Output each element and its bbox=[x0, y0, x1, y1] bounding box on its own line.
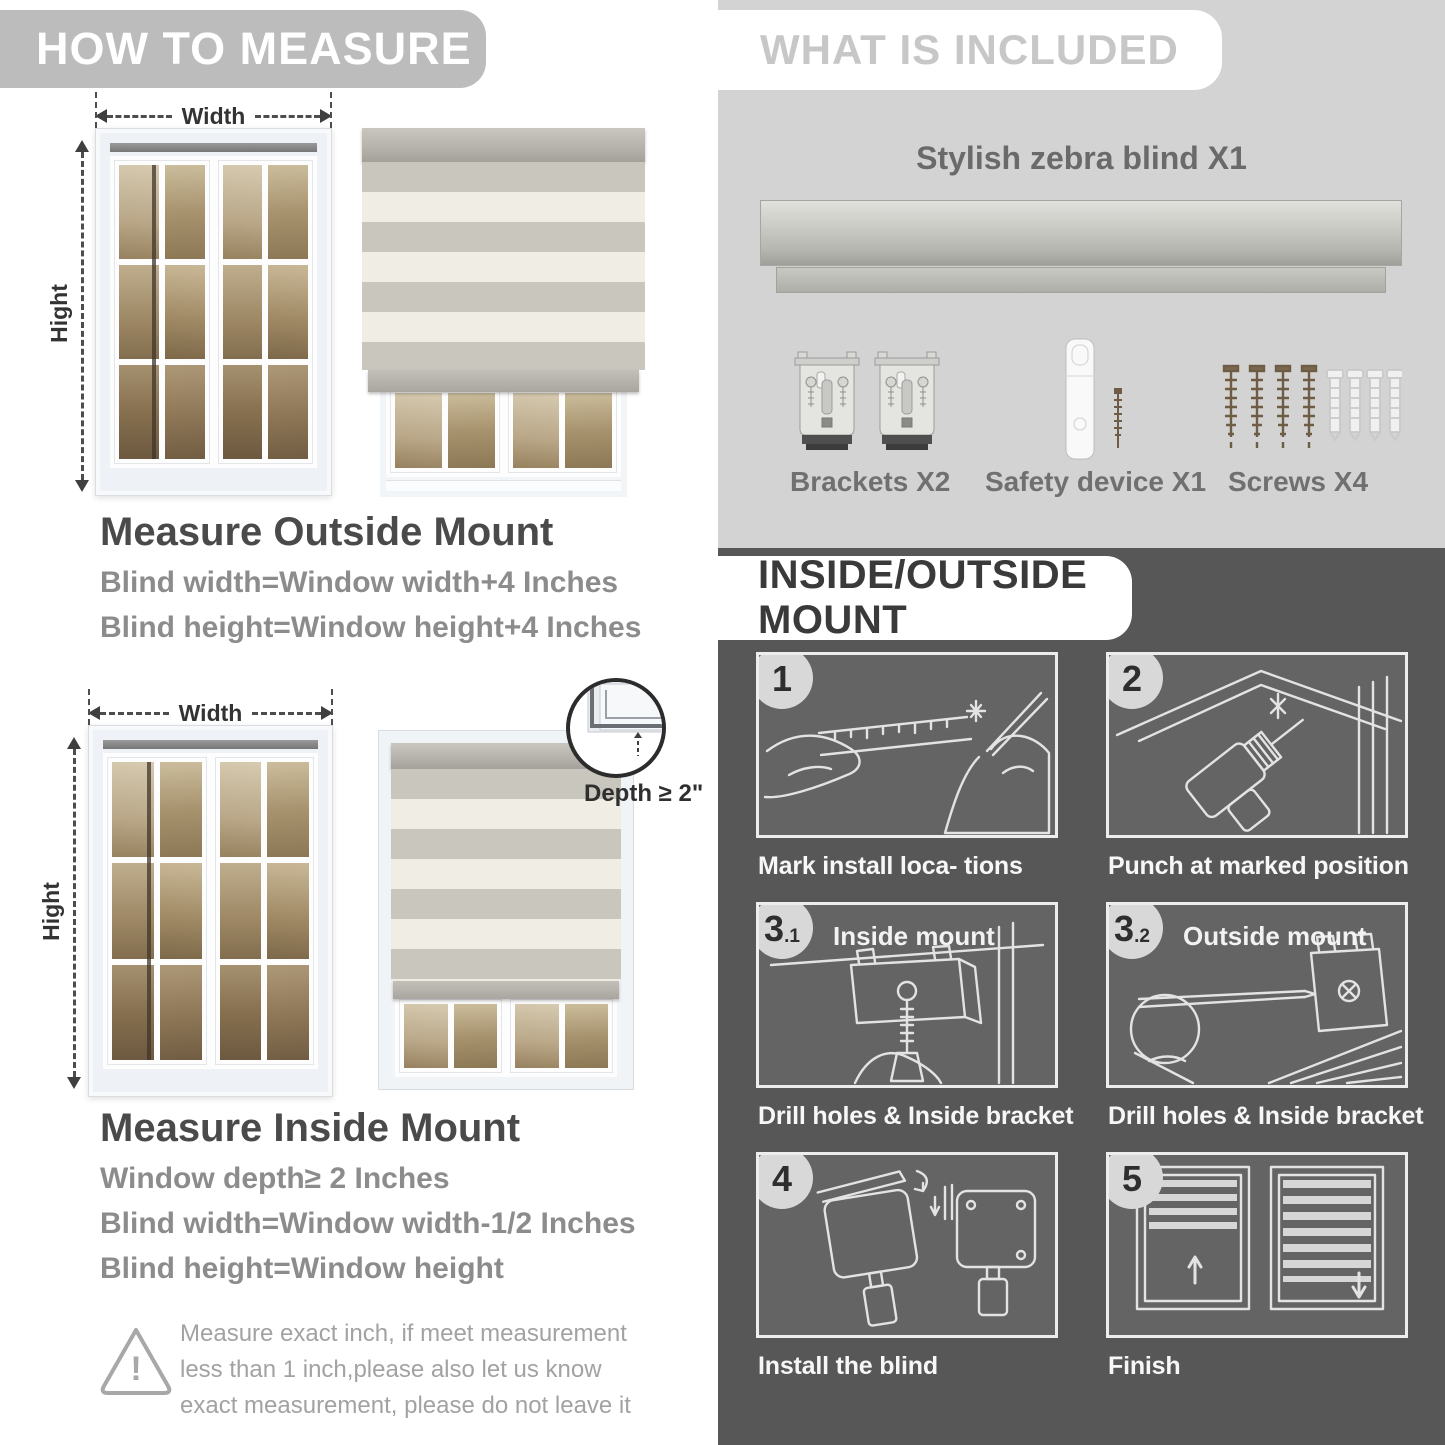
outside-mount-line: Blind height=Window height+4 Inches bbox=[100, 611, 642, 644]
screws-and-anchors-icon bbox=[1222, 364, 1402, 456]
height-label: Hight bbox=[37, 882, 64, 941]
inside-mount-line: Blind width=Window width-1/2 Inches bbox=[100, 1207, 636, 1240]
step-badge: 5 bbox=[1106, 1152, 1163, 1209]
blind-bottom-rail bbox=[368, 370, 639, 392]
height-arrow bbox=[64, 737, 84, 1089]
window-sash bbox=[399, 999, 502, 1073]
step-caption: Punch at marked position bbox=[1108, 852, 1409, 880]
width-label: Width bbox=[178, 699, 243, 726]
outside-mount-title: Measure Outside Mount bbox=[100, 510, 554, 554]
step-badge: 3 .2 bbox=[1106, 902, 1163, 959]
svg-text:!: ! bbox=[130, 1350, 142, 1388]
window-sash bbox=[390, 388, 500, 473]
step-panel-5 bbox=[1106, 1152, 1408, 1338]
step-caption: Install the blind bbox=[758, 1352, 938, 1380]
blind-headrail-bottom bbox=[776, 267, 1386, 293]
blind-valance bbox=[362, 128, 645, 162]
product-label: Stylish zebra blind X1 bbox=[916, 140, 1247, 176]
bracket-icon bbox=[792, 350, 862, 454]
step-inline-title: Inside mount bbox=[833, 921, 995, 951]
window-sash bbox=[107, 757, 207, 1065]
window-peek bbox=[380, 378, 627, 497]
step-panel-3-1 bbox=[756, 902, 1058, 1088]
step-badge: 4 bbox=[756, 1152, 813, 1209]
step-caption: Finish bbox=[1108, 1352, 1181, 1380]
measure-warning-text: Measure exact inch, if meet measurement less than 1 inch,please also let us know exact measurement, please do not leave it bbox=[180, 1320, 631, 1419]
window-sash bbox=[114, 160, 210, 464]
inside-mount-line: Window depth≥ 2 Inches bbox=[100, 1162, 450, 1195]
step-panel-4 bbox=[756, 1152, 1058, 1338]
window-sash bbox=[218, 160, 314, 464]
blind-headrail-image bbox=[760, 200, 1402, 266]
step-caption: Drill holes & Inside bracket bbox=[758, 1102, 1074, 1130]
step-panel-3-2 bbox=[1106, 902, 1408, 1088]
blind-stripes bbox=[362, 162, 645, 370]
brackets-label: Brackets X2 bbox=[790, 466, 951, 497]
step-panel-1 bbox=[756, 652, 1058, 838]
step-badge: 1 bbox=[756, 652, 813, 709]
what-is-included-title: WHAT IS INCLUDED bbox=[760, 26, 1179, 73]
depth-label: Depth ≥ 2" bbox=[584, 780, 704, 807]
window-sash bbox=[510, 999, 613, 1073]
what-is-included-header bbox=[718, 10, 1222, 90]
window-sash bbox=[508, 388, 618, 473]
how-to-measure-header bbox=[0, 10, 486, 88]
window-peek bbox=[391, 995, 621, 1077]
window-photo-inside bbox=[88, 725, 333, 1097]
step-badge: 3 .1 bbox=[756, 902, 813, 959]
screws-label: Screws X4 bbox=[1227, 466, 1369, 497]
width-label: Width bbox=[181, 102, 246, 129]
warning-triangle-icon bbox=[95, 1322, 177, 1400]
mount-title: INSIDE/OUTSIDE MOUNT bbox=[758, 553, 1088, 642]
mount-header bbox=[718, 553, 1132, 642]
width-arrow bbox=[95, 102, 332, 129]
blind-bottom-rail bbox=[393, 981, 619, 999]
step-badge: 2 bbox=[1106, 652, 1163, 709]
window-sash bbox=[215, 757, 315, 1065]
window-top-track bbox=[103, 740, 318, 749]
height-arrow bbox=[72, 140, 92, 492]
outside-mount-line: Blind width=Window width+4 Inches bbox=[100, 566, 619, 599]
safety-device-label: Safety device X1 bbox=[985, 466, 1207, 497]
corner-detail-drawing bbox=[570, 682, 662, 774]
inside-mount-line: Blind height=Window height bbox=[100, 1252, 504, 1285]
zebra-blind-outside-mount bbox=[362, 128, 645, 497]
width-arrow bbox=[88, 699, 333, 726]
inside-mount-title: Measure Inside Mount bbox=[100, 1106, 521, 1150]
step-inline-title: Outside mount bbox=[1183, 921, 1367, 951]
step-panel-2 bbox=[1106, 652, 1408, 838]
height-label: Hight bbox=[45, 284, 72, 343]
how-to-measure-title: HOW TO MEASURE bbox=[36, 23, 472, 74]
safety-device-icon bbox=[1058, 336, 1138, 464]
step-caption: Mark install loca- tions bbox=[758, 852, 1023, 880]
window-photo-outside bbox=[95, 128, 332, 496]
depth-callout-circle bbox=[566, 678, 666, 778]
step-caption: Drill holes & Inside bracket bbox=[1108, 1102, 1424, 1130]
window-top-track bbox=[110, 143, 317, 152]
bracket-icon bbox=[872, 350, 942, 454]
